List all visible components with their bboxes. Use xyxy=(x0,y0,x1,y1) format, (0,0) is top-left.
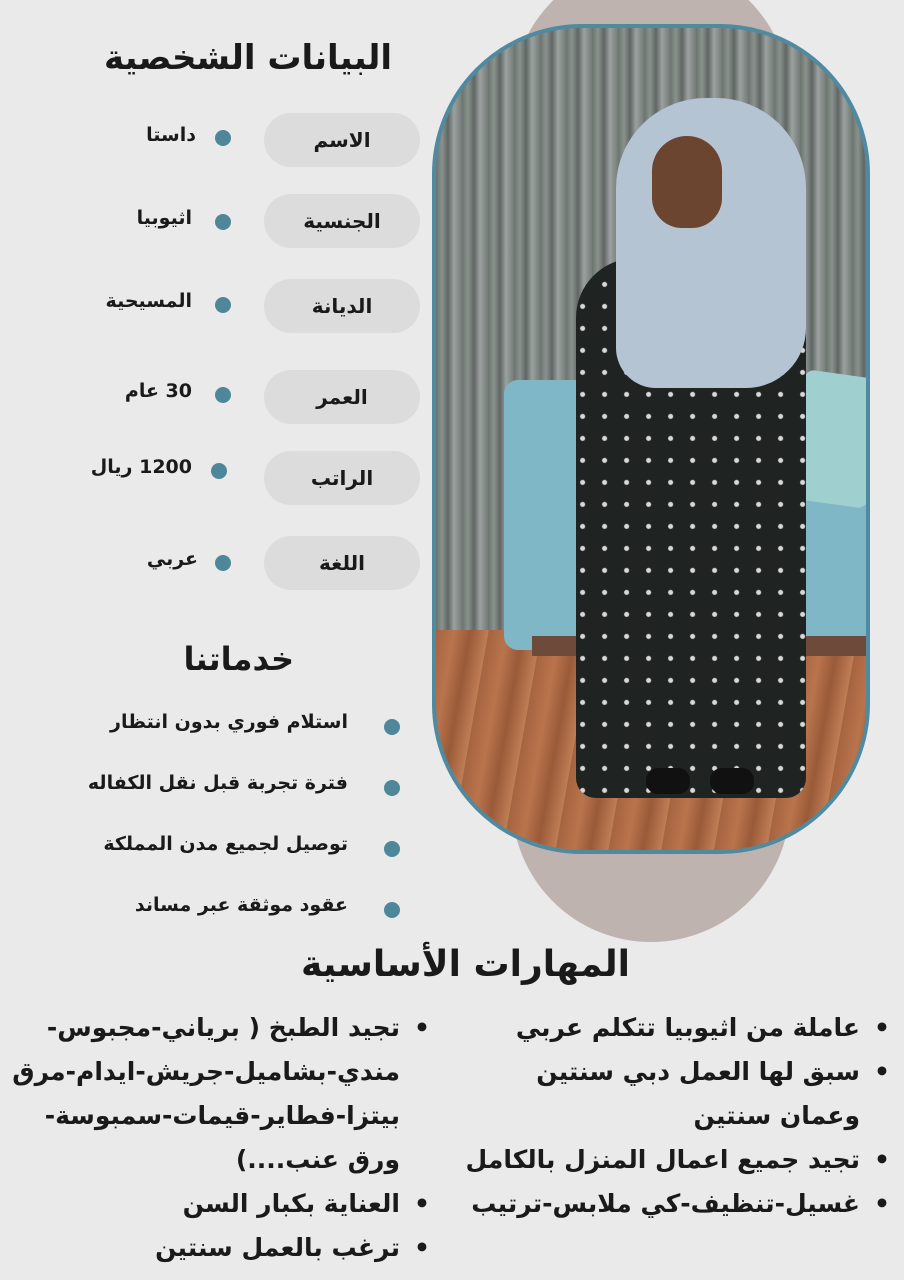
skills-list-right xyxy=(450,1006,890,1226)
worker-photo xyxy=(432,24,870,854)
person-face xyxy=(652,136,722,228)
service-item: فترة تجربة قبل نقل الكفاله xyxy=(87,772,348,794)
value-nationality: اثيوبيا xyxy=(136,207,192,229)
label-salary: الراتب xyxy=(264,451,420,505)
skill-item: • تجيد جميع اعمال المنزل بالكامل xyxy=(450,1138,890,1182)
value-age: 30 عام xyxy=(124,380,192,402)
bullet-dot xyxy=(215,130,231,146)
bullet-dot xyxy=(215,214,231,230)
value-religion: المسيحية xyxy=(105,290,192,312)
label-nationality: الجنسية xyxy=(264,194,420,248)
skills-list-left xyxy=(6,1006,430,1270)
bullet-dot xyxy=(215,297,231,313)
bullet-dot xyxy=(384,841,400,857)
skill-item: • عاملة من اثيوبيا تتكلم عربي xyxy=(450,1006,890,1050)
bullet-dot xyxy=(384,902,400,918)
bullet-dot xyxy=(211,463,227,479)
service-item: توصيل لجميع مدن المملكة xyxy=(103,833,348,855)
personal-title: البيانات الشخصية xyxy=(103,38,392,78)
bullet-dot xyxy=(215,387,231,403)
value-salary: 1200 ريال xyxy=(90,456,192,478)
person-shoe xyxy=(646,768,690,794)
skill-item: • غسيل-تنظيف-كي ملابس-ترتيب xyxy=(450,1182,890,1226)
value-language: عربي xyxy=(146,548,198,570)
label-name: الاسم xyxy=(264,113,420,167)
skill-item: • سبق لها العمل دبي سنتين وعمان سنتين xyxy=(450,1050,890,1138)
skill-item: • ترغب بالعمل سنتين xyxy=(6,1226,430,1270)
bullet-dot xyxy=(384,719,400,735)
label-religion: الديانة xyxy=(264,279,420,333)
label-age: العمر xyxy=(264,370,420,424)
skill-item: • تجيد الطبخ ( برياني-مجبوس-مندي-بشاميل-جريش-ايدام-مرق بيتزا-فطاير-قيمات-سمبوسة-ورق عنب....) xyxy=(6,1006,430,1182)
skill-item: • العناية بكبار السن xyxy=(6,1182,430,1226)
bullet-dot xyxy=(384,780,400,796)
label-language: اللغة xyxy=(264,536,420,590)
bullet-dot xyxy=(215,555,231,571)
person-shoe xyxy=(710,768,754,794)
person-scarf xyxy=(616,98,806,388)
service-item: استلام فوري بدون انتظار xyxy=(110,711,348,733)
services-title: خدماتنا xyxy=(183,640,294,678)
skills-title: المهارات الأساسية xyxy=(300,944,630,985)
service-item: عقود موثقة عبر مساند xyxy=(134,894,348,916)
value-name: داستا xyxy=(146,124,196,146)
